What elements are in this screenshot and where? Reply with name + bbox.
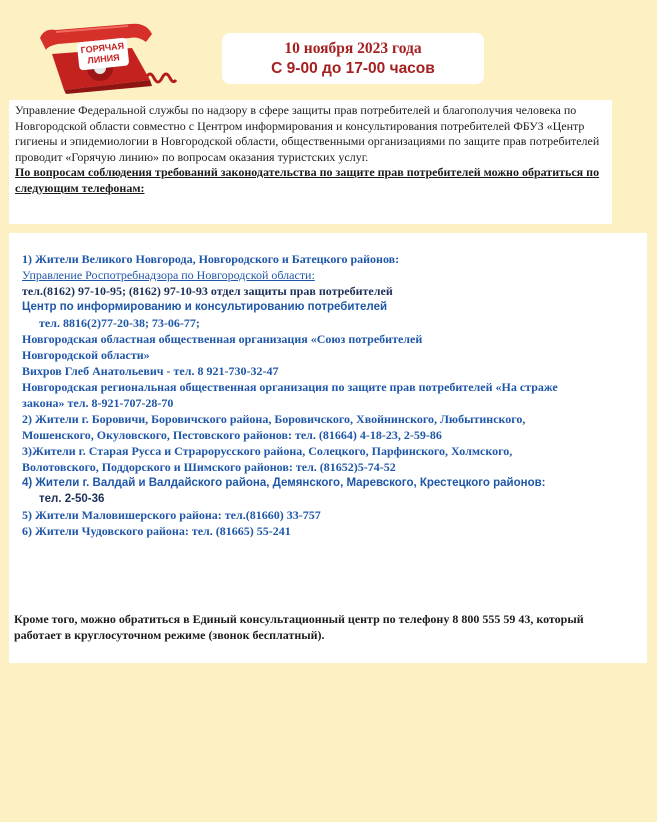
contact-line: 4) Жители г. Валдай и Валдайского района, Демянского, Маревского, Крестецкого районов: [22,477,546,489]
date-time-box [222,33,484,84]
contact-line: тел.(8162) 97-10-95; (8162) 97-10-93 отдел защиты прав потребителей [22,284,393,298]
intro-panel [9,100,612,224]
contact-line: Новгородская региональная общественная организация по защите прав потребителей «На страже [22,380,558,394]
phone-icon [34,20,184,94]
contact-line: 6) Жители Чудовского района: тел. (81665) 55-241 [22,524,291,538]
contact-line: 1) Жители Великого Новгорода, Новгородского и Батецкого районов: [22,252,400,266]
contact-line: Волотовского, Поддорского и Шимского районов: тел. (81652)5-74-52 [22,460,396,474]
contact-line: Мошенского, Окуловского, Пестовского районов: тел. (81664) 4-18-23, 2-59-86 [22,428,442,442]
contact-line: тел. 2-50-36 [39,493,105,505]
contact-line: 5) Жители Маловишерского района: тел.(81660) 33-757 [22,508,321,522]
event-date: 10 ноября 2023 года [284,40,422,57]
contact-line: закона» тел. 8-921-707-28-70 [22,396,174,410]
contact-line: Новгородской области» [22,348,150,362]
phone-label-line1: ГОРЯЧАЯ [80,40,125,56]
contact-line: Вихров Глеб Анатольевич - тел. 8 921-730-32-47 [22,364,279,378]
contacts-panel [9,233,647,663]
contact-line: Центр по информированию и консультированию потребителей [22,301,388,313]
contact-line: 2) Жители г. Боровичи, Боровичского района, Боровичского, Хвойнинского, Любытинского, [22,412,526,426]
hotline-phone-logo [34,20,184,94]
contact-line: тел. 8816(2)77-20-38; 73-06-77; [39,316,200,330]
contact-line: 3)Жители г. Старая Русса и Страрорусского района, Солецкого, Парфинского, Холмского, [22,444,513,458]
contact-link[interactable]: Управление Роспотребнадзора по Новгородской области: [22,268,315,282]
intro-emphasis: По вопросам соблюдения требований законодательства по защите прав потребителей можно обратиться по следующим телефонам: [15,165,600,195]
phone-cord [146,74,176,82]
contact-line: Новгородская областная общественная организация «Союз потребителей [22,332,423,346]
event-time: С 9-00 до 17-00 часов [271,60,435,77]
footer-note: Кроме того, можно обратиться в Единый консультационный центр по телефону 8 800 555 59 43, который работает в круглосуточном режиме (звонок бесплатный). [14,612,584,642]
intro-text: Управление Федеральной службы по надзору в сфере защиты прав потребителей и благополучия человека по Новгородской области совместно с Центром информирования и консультирования потребителей ФБУЗ «Центр гигиены и эпидемиологии в Новгородской области, общественными организациями по защите прав потребителей проводит «Горячую линию» по вопросам оказания туристских услуг. [15,103,600,164]
phone-label-line2: ЛИНИЯ [86,52,121,66]
